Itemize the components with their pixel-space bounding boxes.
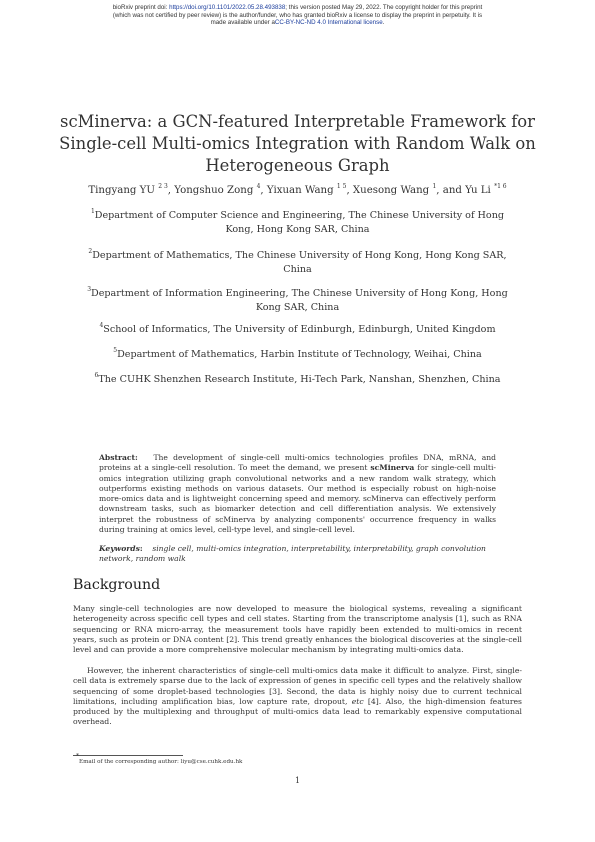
footnote-text: Email of the corresponding author: liyu@cse.cuhk.edu.hk <box>79 759 243 765</box>
notice-text: . <box>382 19 385 27</box>
footnote-rule <box>73 755 183 756</box>
author-affil-ref: 1 <box>432 183 437 190</box>
paragraph-text: However, the inherent characteristics of single-cell multi-omics data make it difficult to analyze. First, single-cell data is extremely sparse due to the lack of expression of genes in specific cell types and the relatively shallow sequencing of some droplet-based technologies [3]. Second, the data is highly noisy due to current technical limitations, including amplification bias, low capture rate, dropout, <box>73 666 522 706</box>
affiliation-text: Department of Mathematics, Harbin Institute of Technology, Weihai, China <box>117 349 482 360</box>
affiliation-line <box>70 323 525 337</box>
affiliation-text: School of Informatics, The University of Edinburgh, Edinburgh, United Kingdom <box>103 324 496 335</box>
affiliation-text: Department of Computer Science and Engineering, The Chinese University of Hong <box>94 210 505 221</box>
author-affil-ref: 1 5 <box>336 183 347 190</box>
footnote-mark: * <box>76 753 79 760</box>
preprint-notice-line3 <box>40 19 555 27</box>
author-affil-ref: 2 3 <box>158 183 168 190</box>
title-line: scMinerva: a GCN-featured Interpretable Framework for <box>60 112 535 131</box>
affiliation <box>70 348 525 362</box>
abstract-text: The development of single-cell multi-omics technologies profiles DNA, mRNA, and proteins at a single-cell resolution. To meet the demand, we present <box>99 453 496 473</box>
paragraph-text: etc <box>351 696 364 706</box>
author-name: Tingyang YU <box>88 185 155 196</box>
abstract-text: for single-cell multi-omics integration utilizing graph convolutional networks and a new random walk strategy, which outperforms existing methods on various datasets. Our method is especially robust on high-noise more-omics data and is lightweight concerning speed and memory. scMinerva can effectively perform downstream tasks, such as biomarker detection and cell differentiation analysis. We extensively interpret the robustness of scMinerva by analyzing components' occurrence frequency in walks during training at omics level, cell-type level, and single-cell level. <box>99 463 496 535</box>
notice-text: made available under a <box>210 19 275 27</box>
affiliation-number: 5 <box>113 347 118 354</box>
body-paragraph: Many single-cell technologies are now developed to measure the biological systems, revealing a significant heterogeneity across specific cell types and cell states. Starting from the transcriptome analysis [1], such as RNA sequencing or RNA micro-array, the measurement tools have rapidly been extended to multi-omics in recent years, such as protein or DNA content [2]. This trend greatly enhances the biological discoveries at the single-cell level and can provide a more comprehensive molecular mechanism by integrating multi-omics data. <box>73 604 522 655</box>
notice-text: ; this version posted May 29, 2022. The copyright holder for this preprint <box>285 4 483 11</box>
preprint-notice-line2: (which was not certified by peer review) is the author/funder, who has granted bioRxiv a license to display the preprint in perpetuity. It is <box>112 11 483 19</box>
affiliation-line: Kong, Hong Kong SAR, China <box>225 223 370 235</box>
section-heading: Background <box>73 577 161 593</box>
affiliation-line: China <box>283 263 312 275</box>
affiliation <box>70 373 525 387</box>
paragraph-text: [4]. Also, the high-dimension features produced by the multiplexing and throughput of multi-omics data lead to remarkably expensive computational overhead. <box>73 696 523 727</box>
author-separator: , <box>346 185 353 196</box>
title-line: Heterogeneous Graph <box>205 156 390 175</box>
abstract-label: Abstract: <box>99 453 138 462</box>
author-separator: , <box>167 185 175 196</box>
author-list <box>30 184 565 198</box>
affiliation-line <box>70 373 525 387</box>
affiliation-text: Department of Mathematics, The Chinese University of Hong Kong, Hong Kong SAR, <box>92 250 507 261</box>
preprint-notice <box>40 4 555 27</box>
affiliation-number: 3 <box>87 286 92 293</box>
abstract <box>99 453 496 535</box>
author-separator: , <box>260 185 267 196</box>
page-number: 1 <box>294 776 301 785</box>
author-name: Xuesong Wang <box>352 185 430 196</box>
title-line: Single-cell Multi-omics Integration with Random Walk on <box>59 134 536 153</box>
author-separator: , and <box>436 185 466 196</box>
body-paragraph <box>73 666 522 728</box>
method-name: scMinerva <box>370 463 415 473</box>
affiliation <box>70 209 525 236</box>
author-name: Yixuan Wang <box>266 185 334 196</box>
affiliation <box>70 249 525 276</box>
affiliation-number: 6 <box>94 372 99 379</box>
paper-title <box>50 111 545 177</box>
keywords-label: Keywords <box>99 544 140 553</box>
affiliation-text: The CUHK Shenzhen Research Institute, Hi-Tech Park, Nanshan, Shenzhen, China <box>98 374 501 385</box>
affiliation-number: 2 <box>88 248 93 255</box>
affiliation-number: 1 <box>90 208 95 215</box>
keywords-text: single cell, multi-omics integration, interpretability, interpretability, graph convolution network, random walk <box>99 544 486 564</box>
notice-text: bioRxiv preprint doi: <box>112 4 170 11</box>
author-affil-ref: *1 6 <box>494 183 507 190</box>
author-name: Yongshuo Zong <box>174 185 254 196</box>
author-name: Yu Li <box>465 185 491 196</box>
affiliation-line <box>70 287 525 301</box>
preprint-notice-line1 <box>40 4 555 12</box>
affiliation-number: 4 <box>99 322 104 329</box>
affiliation-line <box>70 348 525 362</box>
license-link[interactable]: CC-BY-NC-ND 4.0 International license <box>274 19 383 27</box>
affiliation <box>70 323 525 337</box>
affiliation <box>70 287 525 314</box>
doi-link[interactable]: https://doi.org/10.1101/2022.05.28.493838 <box>169 4 286 11</box>
affiliation-text: Department of Information Engineering, The Chinese University of Hong Kong, Hong <box>91 288 508 299</box>
author-affil-ref: 4 <box>256 183 261 190</box>
keywords: Keywords: single cell, multi-omics integration, interpretability, interpretability, graph convolution network, random walk <box>99 544 486 564</box>
affiliation-line <box>70 209 525 223</box>
footnote <box>76 753 243 765</box>
affiliation-line: Kong SAR, China <box>255 301 340 313</box>
affiliation-line <box>70 249 525 263</box>
